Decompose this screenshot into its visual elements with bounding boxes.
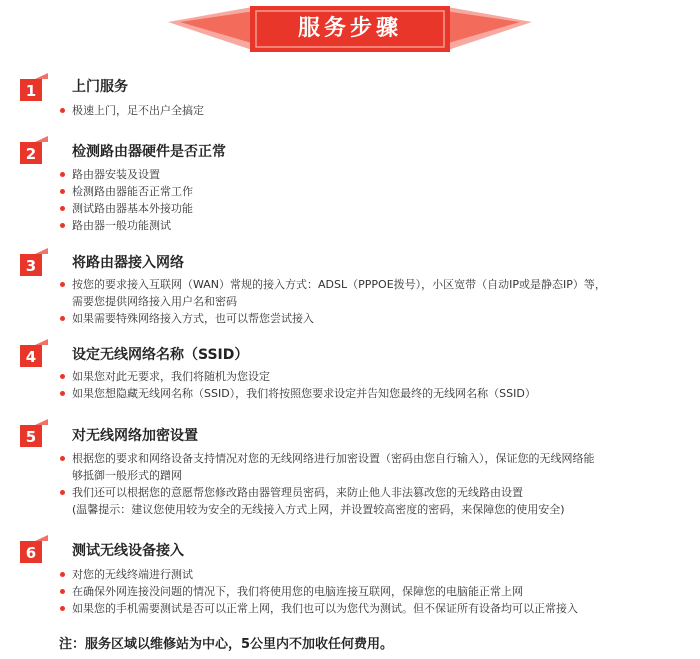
list-item: 极速上门，足不出户全搞定	[58, 102, 204, 119]
step-title: 对无线网络加密设置	[72, 428, 198, 444]
list-item: 根据您的要求和网络设备支持情况对您的无线网络进行加密设置（密码由您自行输入），保证您的无线网络能	[58, 450, 595, 467]
list-item: 按您的要求接入互联网（WAN）常规的接入方式：ADSL（PPPOE拨号），小区宽带（自动IP或是静态IP）等，	[58, 276, 606, 293]
list-item: 测试路由器基本外接功能	[58, 200, 193, 217]
list-item: 检测路由器能否正常工作	[58, 183, 193, 200]
step-bullets	[58, 566, 578, 617]
page-title: 服务步骤	[297, 16, 402, 41]
list-item-continuation: (温馨提示：建议您使用较为安全的无线接入方式上网，并设置较高密度的密码，来保障您的使用安全)	[72, 503, 565, 516]
step-bullets	[58, 102, 204, 119]
list-item: 如果您想隐藏无线网名称（SSID），我们将按照您要求设定并告知您最终的无线网名称（SSID）	[58, 385, 536, 402]
step-title: 设定无线网络名称（SSID）	[72, 347, 249, 363]
list-item: 路由器一般功能测试	[58, 217, 193, 234]
step-number-badge: 6	[20, 541, 42, 563]
step-bullets	[58, 276, 606, 327]
footer-note: 注：服务区域以维修站为中心，5公里内不加收任何费用。	[59, 637, 394, 652]
step-number-badge: 2	[20, 142, 42, 164]
list-item: 在确保外网连接没问题的情况下，我们将使用您的电脑连接互联网，保障您的电脑能正常上网	[58, 583, 578, 600]
list-item-continuation: 够抵御一般形式的蹭网	[72, 469, 182, 482]
list-item: 如果需要特殊网络接入方式，也可以帮您尝试接入	[58, 310, 606, 327]
step-bullets	[58, 368, 536, 402]
list-item: 如果您的手机需要测试是否可以正常上网，我们也可以为您代为测试。但不保证所有设备均可以正常接入	[58, 600, 578, 617]
list-item: 对您的无线终端进行测试	[58, 566, 578, 583]
list-item-continuation: 需要您提供网络接入用户名和密码	[72, 295, 237, 308]
step-title: 检测路由器硬件是否正常	[72, 144, 226, 160]
list-item: 如果您对此无要求，我们将随机为您设定	[58, 368, 536, 385]
step-bullets	[58, 166, 193, 234]
step-title: 上门服务	[72, 79, 128, 95]
step-number-badge: 3	[20, 254, 42, 276]
list-item: 路由器安装及设置	[58, 166, 193, 183]
header-banner	[0, 0, 700, 58]
step-number-badge: 4	[20, 345, 42, 367]
step-number-badge: 1	[20, 79, 42, 101]
step-bullets	[58, 450, 595, 518]
step-title: 将路由器接入网络	[72, 255, 184, 271]
step-number-badge: 5	[20, 425, 42, 447]
step-title: 测试无线设备接入	[72, 543, 184, 559]
list-item: 我们还可以根据您的意愿帮您修改路由器管理员密码，来防止他人非法篡改您的无线路由设置	[58, 484, 595, 501]
